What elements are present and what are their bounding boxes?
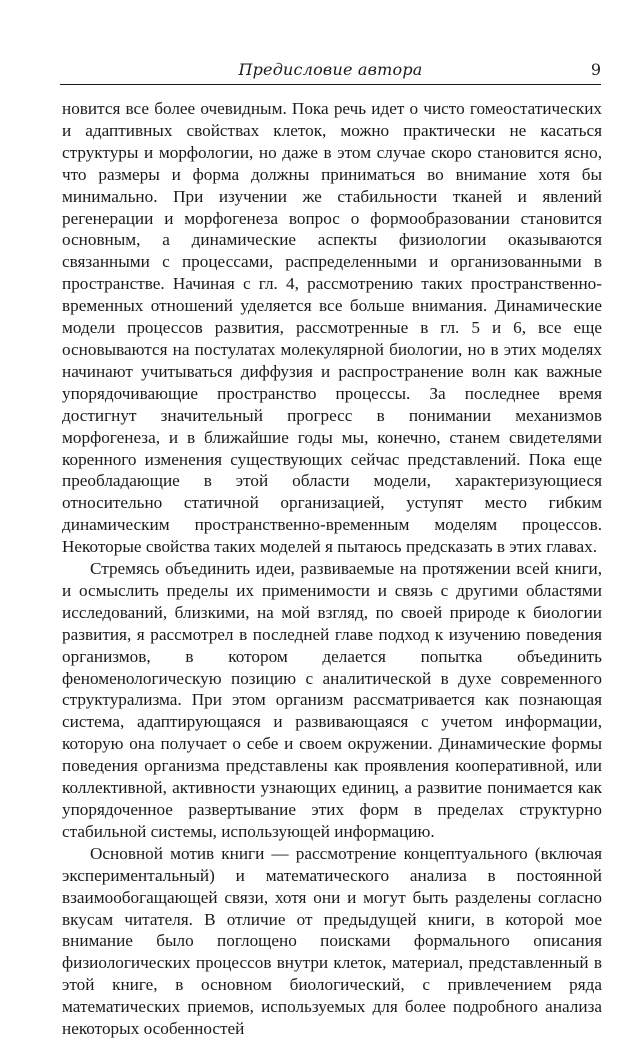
page-number: 9 <box>590 60 601 79</box>
paragraph-2: Стремясь объединить идеи, развиваемые на протяжении всей книги, и осмыслить пределы их применимости и связь с другими областями исследований, близкими, на мой взгляд, по своей природе к биологии развития, я рассмотрел в последней главе подход к изучению поведения организмов, в котором делается попытка объединить феноменологическую позицию с аналитической в духе современного структурализма. При этом организм рассматривается как познающая система, адаптирующаяся и развивающаяся с учетом информации, которую она получает о себе и своем окружении. Динамические формы поведения организма представлены как проявления кооперативной, или коллективной, активности узнающих единиц, а развитие понимается как упорядоченное развертывание этих форм в пределах структурно стабильной системы, использующей информацию. <box>62 559 602 841</box>
paragraph-1: новится все более очевидным. Пока речь идет о чисто гомеостатических и адаптивных свойствах клеток, можно практически не касаться структуры и морфологии, но даже в этом случае скоро становится ясно, что размеры и форма должны приниматься во внимание хотя бы минимально. При изучении же стабильности тканей и явлений регенерации и морфогенеза вопрос о формообразовании становится основным, а динамические аспекты физиологии оказываются связанными с процессами, распределенными и организованными в пространстве. Начиная с гл. 4, рассмотрению таких пространственно-временных отношений уделяется все больше внимания. Динамические модели процессов развития, рассмотренные в гл. 5 и 6, все еще основываются на постулатах молекулярной биологии, но в этих моделях начинают учитываться диффузия и распространение волн как важные упорядочивающие пространство процессы. За последнее время достигнут значительный прогресс в понимании механизмов морфогенеза, и в ближайшие годы мы, конечно, станем свидетелями коренного изменения существующих сейчас представлений. Пока еще преобладающие в этой области модели, характеризующиеся относительно статичной организацией, уступят место гибким динамическим пространственно-временным моделям процессов. Некоторые свойства таких моделей я пытаюсь предсказать в этих главах. <box>62 99 602 557</box>
header-divider <box>60 84 601 85</box>
running-title: Предисловие автора <box>238 60 423 79</box>
running-head <box>60 60 601 82</box>
body-text <box>62 98 602 1040</box>
paragraph-3: Основной мотив книги — рассмотрение концептуального (включая экспериментальный) и математического анализа в постоянной взаимообогащающей связи, хотя они и могут быть разделены согласно вкусам читателя. В отличие от предыдущей книги, в которой мое внимание было поглощено поисками формального описания физиологических процессов внутри клеток, материал, представленный в этой книге, в основном биологический, с привлечением ряда математических приемов, используемых для более подробного анализа некоторых особенностей <box>62 843 602 1039</box>
